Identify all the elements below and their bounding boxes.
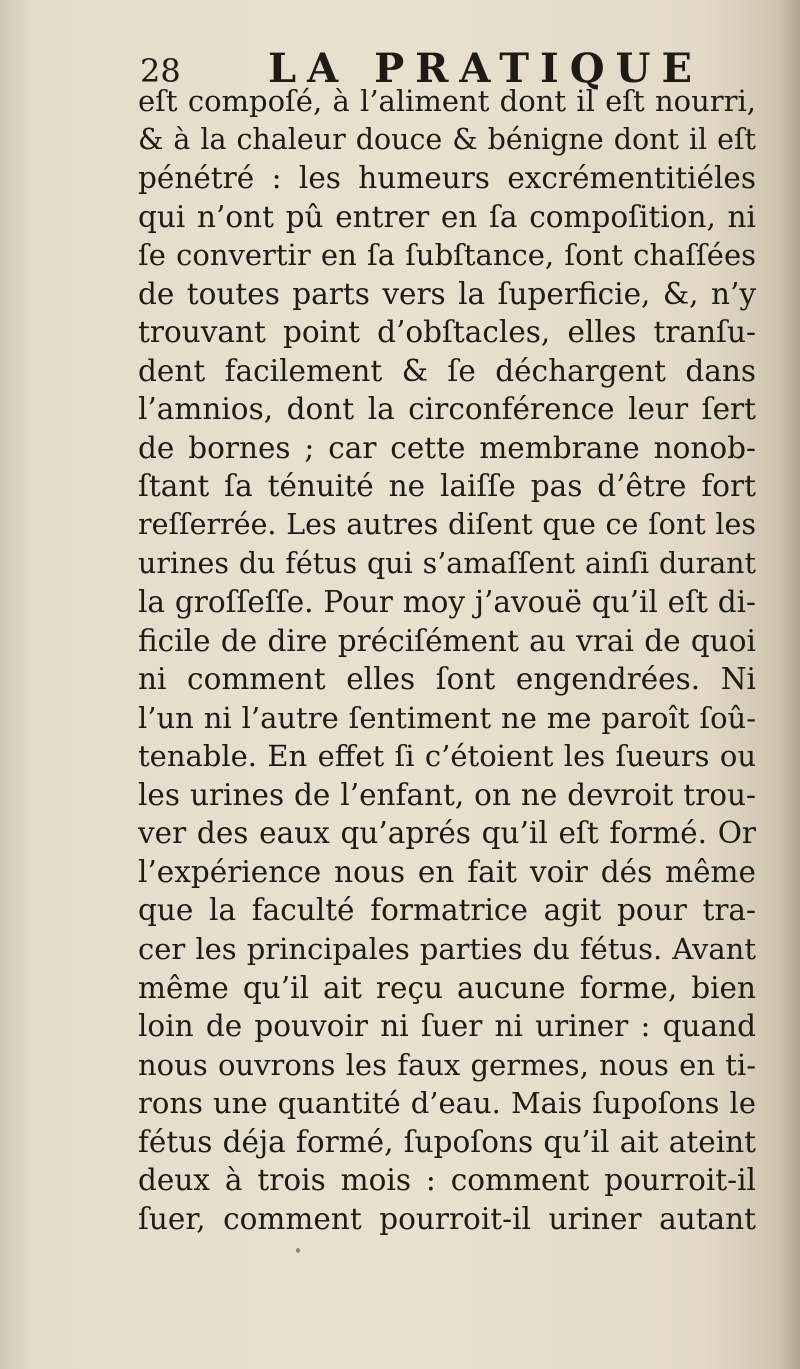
text-line: deux à trois mois : comment pourroit-il (138, 1163, 756, 1198)
text-line: ni comment elles ſont engendrées. Ni (138, 662, 756, 697)
text-line: ſuer, comment pourroit-il uriner autant (138, 1201, 756, 1236)
text-line: de bornes ; car cette membrane nonob- (138, 430, 756, 465)
text-line: ver des eaux qu’aprés qu’il eſt formé. Or (138, 816, 756, 851)
text-line: urines du fétus qui s’amaſſent ainſi durant (138, 546, 756, 580)
text-line: les urines de l’enfant, on ne devroit trou- (138, 777, 756, 812)
text-line: trouvant point d’obſtacles, elles tranſu- (138, 315, 756, 350)
text-line: ficile de dire préciſément au vrai de quoi (138, 623, 756, 658)
body-text (138, 82, 756, 1238)
text-line: dent facilement & ſe déchargent dans (138, 353, 756, 388)
paper-speck (296, 1248, 300, 1253)
text-line: qui n’ont pû entrer en ſa compoſition, ni (138, 199, 756, 234)
text-line: eſt compoſé, à l’aliment dont il eſt nourri, (138, 84, 756, 118)
text-line: ſtant ſa ténuité ne laiſſe pas d’être fort (138, 469, 756, 504)
text-line: la groſſeſſe. Pour moy j’avouë qu’il eſt di- (138, 585, 756, 620)
text-line: cer les principales parties du fétus. Avant (138, 932, 756, 967)
text-line: rons une quantité d’eau. Mais ſupoſons le (138, 1086, 756, 1121)
page-number: 28 (140, 52, 181, 90)
text-line: l’amnios, dont la circonférence leur ſert (138, 392, 756, 427)
text-line: de toutes parts vers la ſuperficie, &, n’y (138, 276, 756, 311)
text-line: ſe convertir en ſa ſubſtance, ſont chaſſées (138, 238, 756, 273)
text-line: reſſerrée. Les autres diſent que ce ſont les (138, 508, 756, 542)
text-line: l’expérience nous en fait voir dés même (138, 854, 756, 889)
text-line: loin de pouvoir ni ſuer ni uriner : quand (138, 1009, 756, 1044)
running-title: LA PRATIQUE (268, 45, 703, 92)
text-line: pénétré : les humeurs excrémentitiéles (138, 161, 756, 196)
text-line: l’un ni l’autre ſentiment ne me paroît ſoû- (138, 700, 756, 735)
text-line: tenable. En effet ſi c’étoient les ſueurs ou (138, 739, 756, 774)
text-line: que la faculté formatrice agit pour tra- (138, 893, 756, 928)
text-line: même qu’il ait reçu aucune forme, bien (138, 970, 756, 1005)
text-line: & à la chaleur douce & bénigne dont il eſt (138, 122, 756, 156)
text-line: fétus déja formé, ſupoſons qu’il ait ateint (138, 1124, 756, 1159)
text-line: nous ouvrons les faux germes, nous en ti- (138, 1047, 756, 1082)
